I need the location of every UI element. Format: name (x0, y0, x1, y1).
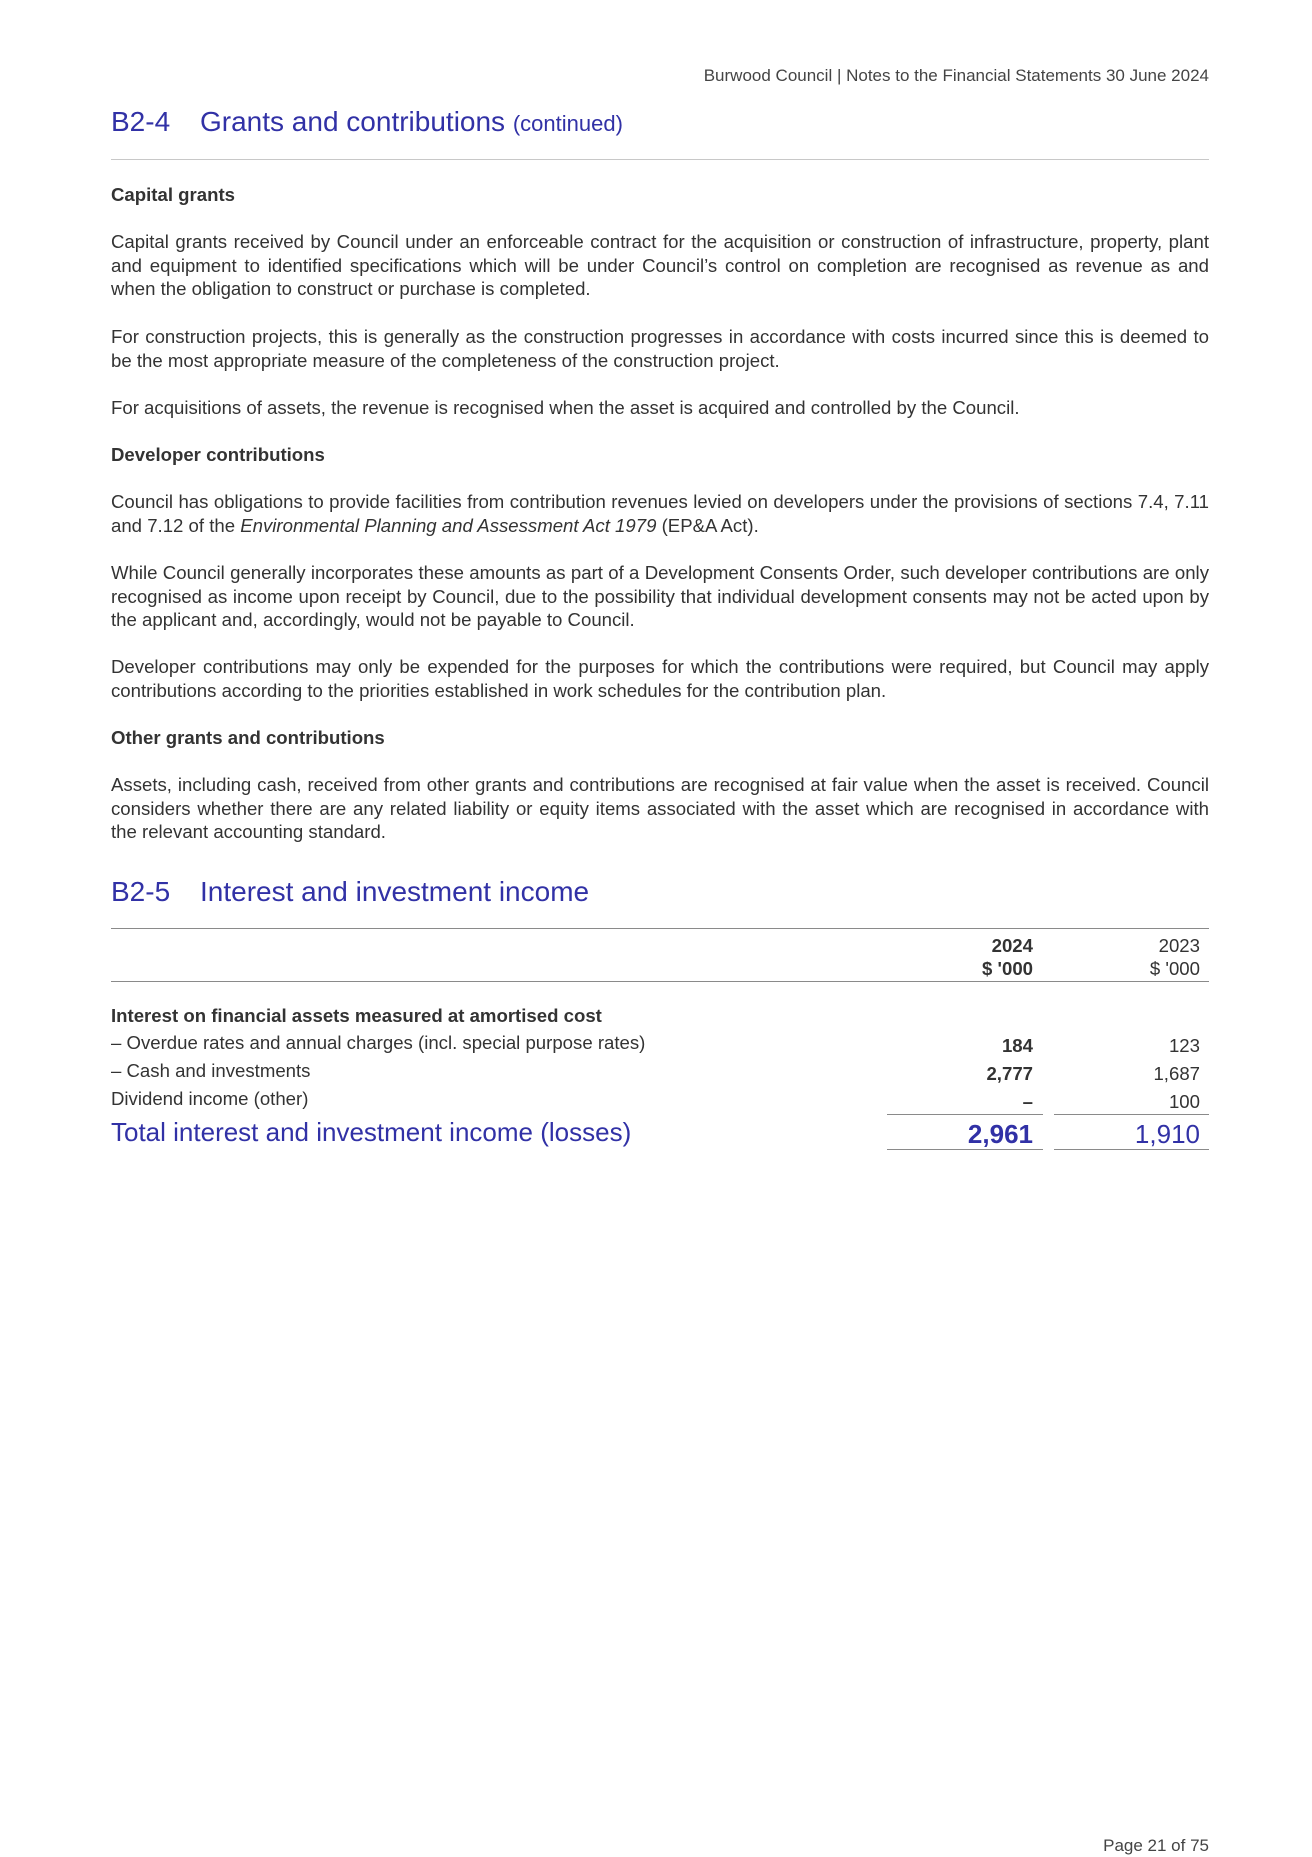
table-cell-2023: 1,687 (1153, 1063, 1200, 1084)
developer-p1-text-b: (EP&A Act). (656, 514, 759, 536)
running-header: Burwood Council | Notes to the Financial Statements 30 June 2024 (703, 66, 1209, 85)
subtotal-rule-2024 (887, 1114, 1043, 1115)
section-title-text: Grants and contributions (200, 106, 506, 137)
table-cell-2024: 184 (1001, 1035, 1033, 1056)
other-grants-paragraph: Assets, including cash, received from other grants and contributions are recognised at fair value when the asset is received. Council considers whether there are any related liability or equity items associated with the asset which are recognised in accordance with the relevant accounting standard. (111, 774, 1209, 842)
total-2024: 2,961 (967, 1119, 1033, 1149)
table-row-label: Dividend income (other) (111, 1088, 309, 1109)
developer-p1-text-a: Council has obligations to provide facilities from contribution revenues levied on developers under the provisions of sections 7.4, 7.11 and 7.12 of the (111, 491, 1209, 536)
section-number: B2-5 (111, 876, 171, 907)
other-grants-heading: Other grants and contributions (111, 727, 385, 748)
act-name: Environmental Planning and Assessment Act 1979 (240, 514, 657, 536)
table-cell-2024: 2,777 (986, 1063, 1033, 1084)
total-2023: 1,910 (1134, 1119, 1200, 1149)
table-cell-2024: – (1022, 1091, 1033, 1112)
developer-contributions-heading: Developer contributions (111, 444, 325, 465)
col-header-2024-year: 2024 (991, 935, 1033, 956)
col-header-2023-unit: $ '000 (1149, 958, 1200, 979)
col-header-2024-unit: $ '000 (982, 958, 1033, 979)
header-rule (111, 981, 1209, 982)
subtotal-rule-2023 (1054, 1114, 1209, 1115)
table-cell-2023: 123 (1168, 1035, 1200, 1056)
table-row-label: – Cash and investments (111, 1060, 311, 1081)
section-rule (111, 159, 1209, 160)
total-rule-2024 (887, 1149, 1043, 1150)
table-row-label: – Overdue rates and annual charges (incl. special purpose rates) (111, 1032, 646, 1053)
capital-grants-paragraph-1: Capital grants received by Council under an enforceable contract for the acquisition or construction of infrastructure, property, plant and equipment to identified specifications which will be under Council’s control on completion are recognised as revenue as and when the obligation to construct or purchase is completed. (111, 231, 1209, 299)
table-top-rule (111, 928, 1209, 929)
developer-paragraph-3: Developer contributions may only be expended for the purposes for which the contributions were required, but Council may apply contributions according to the priorities established in work schedules for the contribution plan. (111, 656, 1209, 701)
capital-grants-paragraph-3: For acquisitions of assets, the revenue is recognised when the asset is acquired and controlled by the Council. (111, 397, 1020, 418)
section-title-text: Interest and investment income (200, 876, 590, 907)
page-number: Page 21 of 75 (1103, 1836, 1209, 1855)
col-header-2023-year: 2023 (1158, 935, 1200, 956)
developer-paragraph-1 (111, 490, 1209, 537)
table-cell-2023: 100 (1168, 1091, 1200, 1112)
total-label: Total interest and investment income (losses) (111, 1117, 632, 1147)
capital-grants-heading: Capital grants (111, 184, 235, 205)
section-title-b2-4 (111, 106, 623, 138)
section-number: B2-4 (111, 106, 171, 137)
continued-label: (continued) (512, 111, 623, 136)
developer-paragraph-2: While Council generally incorporates these amounts as part of a Development Consents Order, such developer contributions are only recognised as income upon receipt by Council, due to the possibility that individual development consents may not be acted upon by the applicant and, accordingly, would not be payable to Council. (111, 562, 1209, 630)
group-heading: Interest on financial assets measured at amortised cost (111, 1005, 602, 1026)
capital-grants-paragraph-2: For construction projects, this is generally as the construction progresses in accordance with costs incurred since this is deemed to be the most appropriate measure of the completeness of the construction project. (111, 326, 1209, 371)
section-title-b2-5 (111, 876, 589, 908)
total-rule-2023 (1054, 1149, 1209, 1150)
